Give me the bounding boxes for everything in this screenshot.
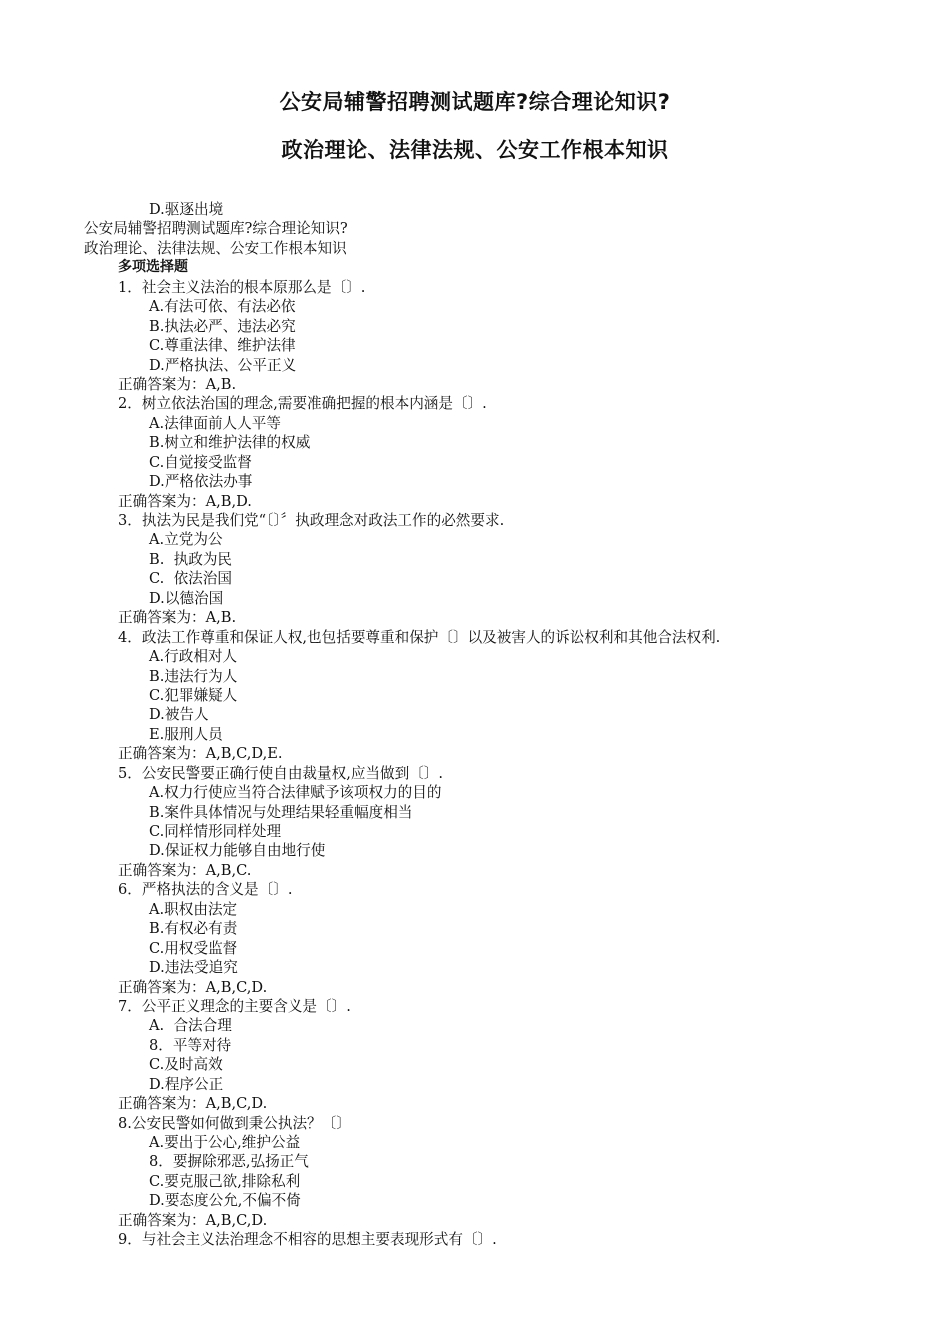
answer-option: B.树立和维护法律的权威 <box>149 434 311 452</box>
answer-option: D.严格依法办事 <box>149 473 253 491</box>
answer-option: D.程序公正 <box>149 1075 224 1093</box>
answer-option: A.要出于公心,维护公益 <box>149 1134 301 1151</box>
answer-option: B.违法行为人 <box>149 667 238 685</box>
answer-option: B. 执政为民 <box>149 550 233 568</box>
question-stem: 4．政法工作尊重和保证人权,也包括要尊重和保护〔〕以及被害人的诉讼权利和其他合法权利. <box>118 628 721 646</box>
answer-option: E.服刑人员 <box>149 725 223 743</box>
orphan-option: D.驱逐出境 <box>149 201 224 218</box>
answer-option: D.以德治国 <box>149 589 224 607</box>
answer-option: D.被告人 <box>149 706 209 724</box>
correct-answer: 正确答案为：A,B,C. <box>118 861 252 879</box>
answer-option: A.权力行使应当符合法律赋予该项权力的目的 <box>149 784 442 802</box>
answer-option: C.用权受监督 <box>149 939 238 957</box>
correct-answer: 正确答案为：A,B,C,D. <box>118 978 268 996</box>
document-title-line-1: 公安局辅警招聘测试题库?综合理论知识? <box>279 90 671 114</box>
answer-option: C.及时高效 <box>149 1056 223 1074</box>
correct-answer: 正确答案为：A,B,C,D,E. <box>118 745 283 763</box>
question-stem: 2．树立依法治国的理念,需要准确把握的根本内涵是〔〕. <box>118 395 487 413</box>
answer-option: A.法律面前人人平等 <box>149 414 281 432</box>
answer-option: A.有法可依、有法必依 <box>149 298 296 316</box>
question-stem: 8.公安民警如何做到秉公执法？〔〕 <box>118 1114 351 1132</box>
answer-option: D.违法受追究 <box>149 959 238 977</box>
correct-answer: 正确答案为：A,B. <box>118 375 237 393</box>
correct-answer: 正确答案为：A,B,D. <box>118 492 252 510</box>
answer-option: D.要态度公允,不偏不倚 <box>149 1192 301 1210</box>
answer-option: 8．平等对待 <box>149 1036 232 1054</box>
answer-option: A.职权由法定 <box>149 900 238 918</box>
question-stem: 1．社会主义法治的根本原那么是〔〕. <box>118 278 366 296</box>
answer-option: B.执法必严、违法必究 <box>149 317 296 335</box>
question-stem: 9．与社会主义法治理念不相容的思想主要表现形式有〔〕. <box>118 1231 497 1249</box>
document-body <box>0 200 950 1250</box>
answer-option: C. 依法治国 <box>149 570 232 588</box>
question-stem: 3．执法为民是我们党“〔〕〞执政理念对政法工作的必然要求. <box>118 512 505 529</box>
answer-option: A.行政相对人 <box>149 648 238 666</box>
answer-option: B.有权必有责 <box>149 920 238 938</box>
correct-answer: 正确答案为：A,B,C,D. <box>118 1095 268 1113</box>
repeat-title-line-1: 公安局辅警招聘测试题库?综合理论知识? <box>84 220 348 238</box>
document-title-line-2: 政治理论、法律法规、公安工作根本知识 <box>281 138 669 162</box>
section-heading: 多项选择题 <box>118 259 188 276</box>
question-stem: 7．公平正义理念的主要含义是〔〕. <box>118 997 351 1015</box>
answer-option: C.同样情形同样处理 <box>149 823 282 840</box>
answer-option: C.要克服己欲,排除私利 <box>149 1172 301 1190</box>
question-stem: 6．严格执法的含义是〔〕. <box>118 881 293 899</box>
answer-option: A.立党为公 <box>149 531 223 549</box>
answer-option: C.自觉接受监督 <box>149 453 252 471</box>
answer-option: D.保证权力能够自由地行使 <box>149 842 326 860</box>
answer-option: C.犯罪嫌疑人 <box>149 686 238 704</box>
question-stem: 5．公安民警要正确行使自由裁量权,应当做到〔〕. <box>118 764 444 782</box>
answer-option: C.尊重法律、维护法律 <box>149 337 296 355</box>
answer-option: 8．要摒除邪恶,弘扬正气 <box>149 1153 309 1171</box>
answer-option: A. 合法合理 <box>149 1017 232 1035</box>
correct-answer: 正确答案为：A,B. <box>118 609 237 627</box>
answer-option: D.严格执法、公平正义 <box>149 356 297 374</box>
repeat-title-line-2: 政治理论、法律法规、公安工作根本知识 <box>84 239 347 257</box>
answer-option: B.案件具体情况与处理结果轻重幅度相当 <box>149 803 413 821</box>
correct-answer: 正确答案为：A,B,C,D. <box>118 1211 268 1229</box>
